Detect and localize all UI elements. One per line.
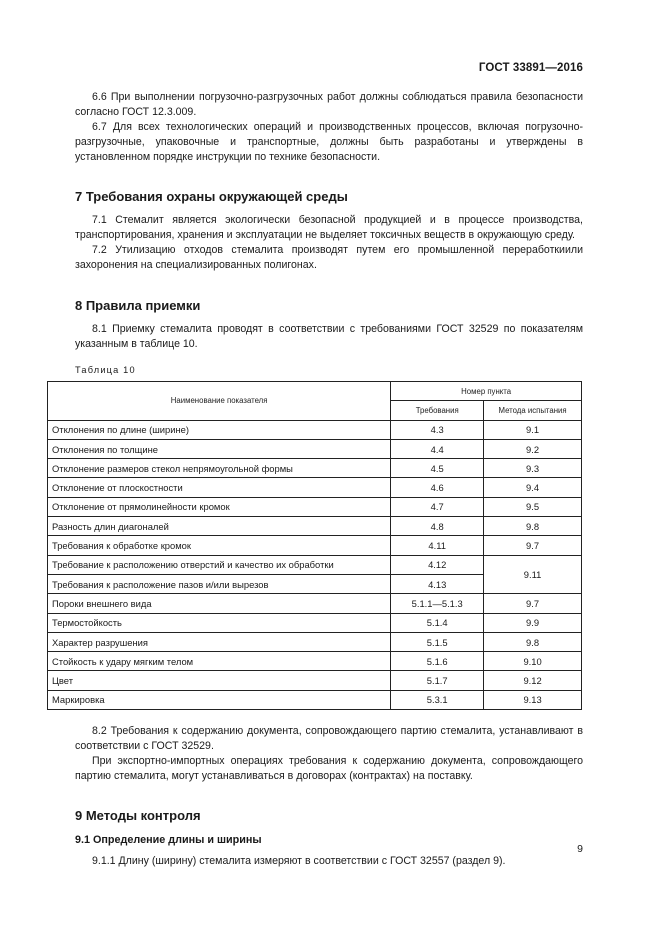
header-clause-number: Номер пункта — [391, 382, 582, 401]
paragraph-8-1: 8.1 Приемку стемалита проводят в соответствии с требованиями ГОСТ 32529 по показателям указанным в таблице 10. — [75, 323, 583, 350]
row-method: 9.8 — [484, 632, 582, 651]
row-method: 9.2 — [484, 439, 582, 458]
row-req: 4.4 — [391, 439, 484, 458]
table-row — [48, 555, 582, 574]
row-req: 5.1.5 — [391, 632, 484, 651]
row-req: 4.12 — [391, 555, 484, 574]
table-row — [48, 478, 582, 497]
header-requirements: Требования — [391, 401, 484, 420]
row-req: 4.11 — [391, 536, 484, 555]
paragraph-7-2: 7.2 Утилизацию отходов стемалита производят путем его промышленной переработкиили захоронения на специализированных полигонах. — [75, 244, 583, 271]
row-method: 9.12 — [484, 671, 582, 690]
paragraph-9-1-1: 9.1.1 Длину (ширину) стемалита измеряют в соответствии с ГОСТ 32557 (раздел 9). — [92, 855, 506, 868]
row-req: 4.6 — [391, 478, 484, 497]
table-row — [48, 439, 582, 458]
header-test-method: Метода испытания — [484, 401, 582, 420]
row-req: 4.3 — [391, 420, 484, 439]
row-req: 5.1.6 — [391, 652, 484, 671]
page-number: 9 — [577, 843, 583, 855]
section-8-title: 8 Правила приемки — [75, 298, 201, 313]
row-name: Термостойкость — [48, 613, 391, 632]
row-name: Отклонение от плоскостности — [48, 478, 391, 497]
row-method: 9.10 — [484, 652, 582, 671]
paragraph-8-2: 8.2 Требования к содержанию документа, сопровождающего партию стемалита, устанавливают в соответствии с ГОСТ 32529. — [75, 725, 583, 753]
table-10 — [47, 381, 582, 710]
table-row — [48, 613, 582, 632]
paragraph-7-1: 7.1 Стемалит является экологически безопасной продукцией и в процессе производства, транспортирования, хранения и эксплуатации не выделяет токсичных веществ в окружающую среду. — [75, 214, 583, 241]
section-9-title: 9 Методы контроля — [75, 808, 201, 824]
row-req: 4.7 — [391, 497, 484, 516]
table-row — [48, 420, 582, 439]
row-name: Требование к расположению отверстий и качество их обработки — [48, 555, 391, 574]
row-method: 9.8 — [484, 517, 582, 536]
row-name: Требования к обработке кромок — [48, 536, 391, 555]
row-method: 9.7 — [484, 594, 582, 613]
row-req: 4.8 — [391, 517, 484, 536]
row-req: 5.1.4 — [391, 613, 484, 632]
row-name: Отклонения по толщине — [48, 439, 391, 458]
row-method: 9.9 — [484, 613, 582, 632]
header-indicator-name: Наименование показателя — [48, 382, 391, 421]
row-name: Отклонения по длине (ширине) — [48, 420, 391, 439]
table-row — [48, 671, 582, 690]
table-row — [48, 632, 582, 651]
table-row — [48, 536, 582, 555]
row-req: 5.1.7 — [391, 671, 484, 690]
document-header-id: ГОСТ 33891—2016 — [478, 62, 583, 74]
paragraph-8-2-export: При экспортно-импортных операциях требования к содержанию документа, сопровождающего партию стемалита, могут устанавливаться в договорах (контрактах) на поставку. — [75, 755, 583, 783]
row-method: 9.13 — [484, 690, 582, 709]
row-method: 9.3 — [484, 459, 582, 478]
row-method: 9.5 — [484, 497, 582, 516]
table-row — [48, 459, 582, 478]
row-name: Пороки внешнего вида — [48, 594, 391, 613]
row-method: 9.7 — [484, 536, 582, 555]
document-content — [52, 90, 583, 869]
row-name: Отклонение размеров стекол непрямоугольной формы — [48, 459, 391, 478]
subsection-9-1-title: 9.1 Определение длины и ширины — [75, 834, 262, 847]
row-name: Маркировка — [48, 690, 391, 709]
row-req: 4.13 — [391, 574, 484, 593]
table-row — [48, 517, 582, 536]
row-method: 9.1 — [484, 420, 582, 439]
row-req: 5.1.1—5.1.3 — [391, 594, 484, 613]
row-name: Отклонение от прямолинейности кромок — [48, 497, 391, 516]
row-name: Требования к расположение пазов и/или вырезов — [48, 574, 391, 593]
row-name: Характер разрушения — [48, 632, 391, 651]
row-name: Разность длин диагоналей — [48, 517, 391, 536]
row-req: 4.5 — [391, 459, 484, 478]
row-name: Цвет — [48, 671, 391, 690]
row-method-merged: 9.11 — [484, 555, 582, 594]
paragraph-6-7: 6.7 Для всех технологических операций и производственных процессов, включая погрузочно-разгрузочные, упаковочные и транспортные, должны быть разработаны и утверждены в установленном порядке инструкции по технике безопасности. — [75, 121, 583, 163]
section-7-title: 7 Требования охраны окружающей среды — [75, 189, 348, 204]
row-req: 5.3.1 — [391, 690, 484, 709]
row-method: 9.4 — [484, 478, 582, 497]
table-row — [48, 594, 582, 613]
row-name: Стойкость к удару мягким телом — [48, 652, 391, 671]
paragraph-6-6: 6.6 При выполнении погрузочно-разгрузочных работ должны соблюдаться правила безопасности согласно ГОСТ 12.3.009. — [75, 91, 583, 118]
table-row — [48, 497, 582, 516]
table-row — [48, 652, 582, 671]
table-caption: Таблица 10 — [75, 365, 136, 375]
table-row — [48, 690, 582, 709]
